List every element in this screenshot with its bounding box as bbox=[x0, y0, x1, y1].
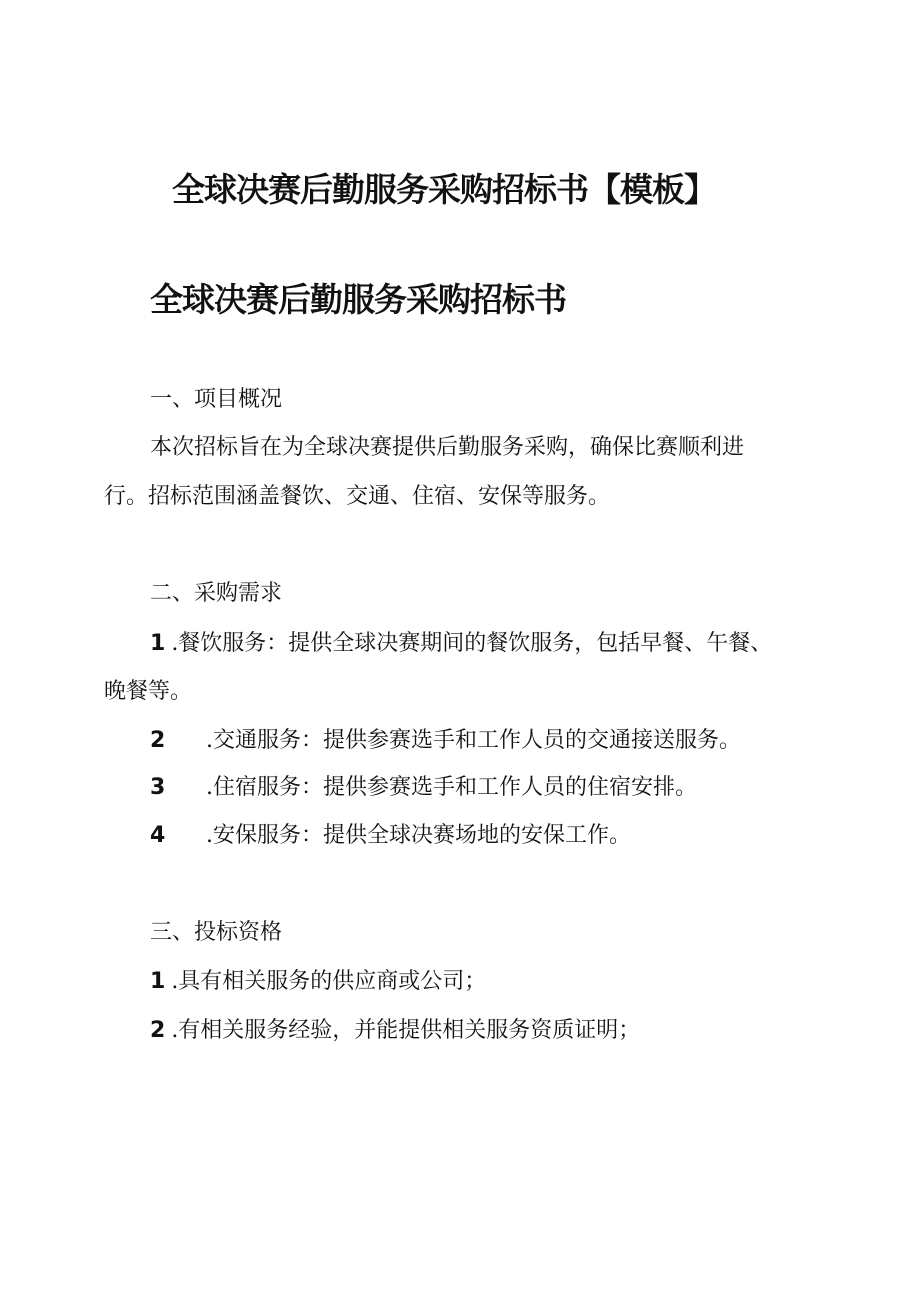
requirement-item-1-text: .餐饮服务：提供全球决赛期间的餐饮服务，包括早餐、午餐、 bbox=[171, 631, 773, 656]
requirement-item-2 bbox=[150, 727, 741, 756]
document-title: 全球决赛后勤服务采购招标书【模板】 bbox=[172, 170, 716, 209]
requirement-item-3-number: 3 bbox=[150, 775, 166, 800]
requirement-item-2-number: 2 bbox=[150, 728, 166, 753]
qualification-item-1 bbox=[150, 968, 486, 997]
requirement-item-2-text: .交通服务：提供参赛选手和工作人员的交通接送服务。 bbox=[206, 728, 741, 753]
requirement-item-1-number: 1 bbox=[150, 631, 166, 656]
requirement-item-3 bbox=[150, 774, 697, 803]
qualification-item-2-text: .有相关服务经验，并能提供相关服务资质证明； bbox=[171, 1018, 641, 1043]
requirement-item-4 bbox=[150, 822, 631, 851]
overview-paragraph-line-1: 本次招标旨在为全球决赛提供后勤服务采购，确保比赛顺利进 bbox=[150, 435, 745, 460]
requirement-item-3-text: .住宿服务：提供参赛选手和工作人员的住宿安排。 bbox=[206, 775, 697, 800]
qualification-item-2 bbox=[150, 1017, 640, 1046]
section-heading-overview: 一、项目概况 bbox=[150, 387, 283, 412]
requirement-item-1-continued: 晚餐等。 bbox=[104, 679, 193, 704]
qualification-item-1-text: .具有相关服务的供应商或公司； bbox=[171, 969, 487, 994]
requirement-item-1 bbox=[150, 630, 772, 659]
requirement-item-4-text: .安保服务：提供全球决赛场地的安保工作。 bbox=[206, 823, 631, 848]
section-heading-qualifications: 三、投标资格 bbox=[150, 920, 283, 945]
qualification-item-2-number: 2 bbox=[150, 1018, 166, 1043]
requirement-item-4-number: 4 bbox=[150, 823, 166, 848]
document-subtitle: 全球决赛后勤服务采购招标书 bbox=[150, 280, 566, 319]
overview-paragraph-line-2: 行。招标范围涵盖餐饮、交通、住宿、安保等服务。 bbox=[104, 484, 611, 509]
qualification-item-1-number: 1 bbox=[150, 969, 166, 994]
section-heading-requirements: 二、采购需求 bbox=[150, 581, 283, 606]
